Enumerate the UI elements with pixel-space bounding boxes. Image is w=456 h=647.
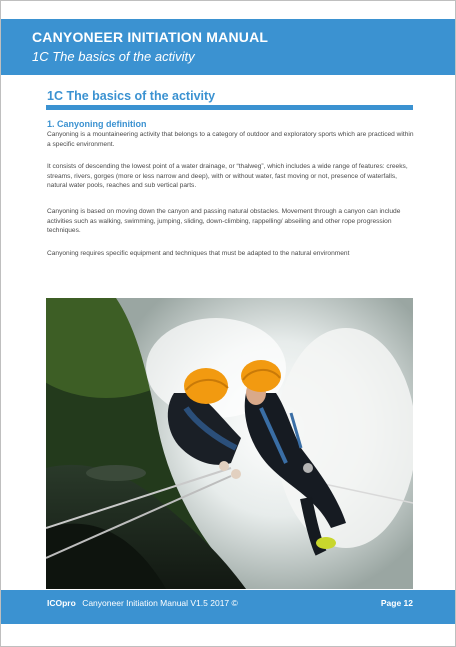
canyoneers-rappelling-waterfall-photo: [46, 298, 413, 589]
footer-brand: ICOpro: [47, 598, 76, 608]
paragraph-1: Canyoning is a mountaineering activity that belongs to a category of outdoor and exploratory sports which are practiced within a specific environment.: [47, 131, 414, 148]
section-title: 1C The basics of the activity: [47, 89, 216, 103]
page-number: Page 12: [380, 598, 413, 608]
page-header: [1, 19, 455, 75]
footer-doc-info: [47, 598, 238, 608]
section-divider: [46, 105, 413, 110]
paragraph-4: Canyoning requires specific equipment and techniques that must be adapted to the natural environment: [47, 250, 350, 257]
paragraph-3: Canyoning is based on moving down the canyon and passing natural obstacles. Movement through a canyon can include activities such as walking, swimming, jumping, sliding, down-climbing, rappelling/ abseiling and other rope progression techniques.: [47, 208, 401, 235]
page-footer: [1, 590, 455, 624]
manual-title: CANYONEER INITIATION MANUAL: [32, 29, 269, 45]
subsection-title: 1. Canyoning definition: [47, 119, 147, 129]
paragraph-2: It consists of descending the lowest point of a water drainage, or “thalweg”, which includes a wide range of features: creeks, streams, rivers, gorges (more or less narrow and deep), with or without water, fast moving or not, presence of waterfalls, natural water pools, reaches and sub vertical parts.: [47, 163, 408, 190]
footer-doc-title: Canyoneer Initiation Manual V1.5 2017 ©: [82, 598, 238, 608]
chapter-subtitle: 1C The basics of the activity: [32, 49, 195, 64]
